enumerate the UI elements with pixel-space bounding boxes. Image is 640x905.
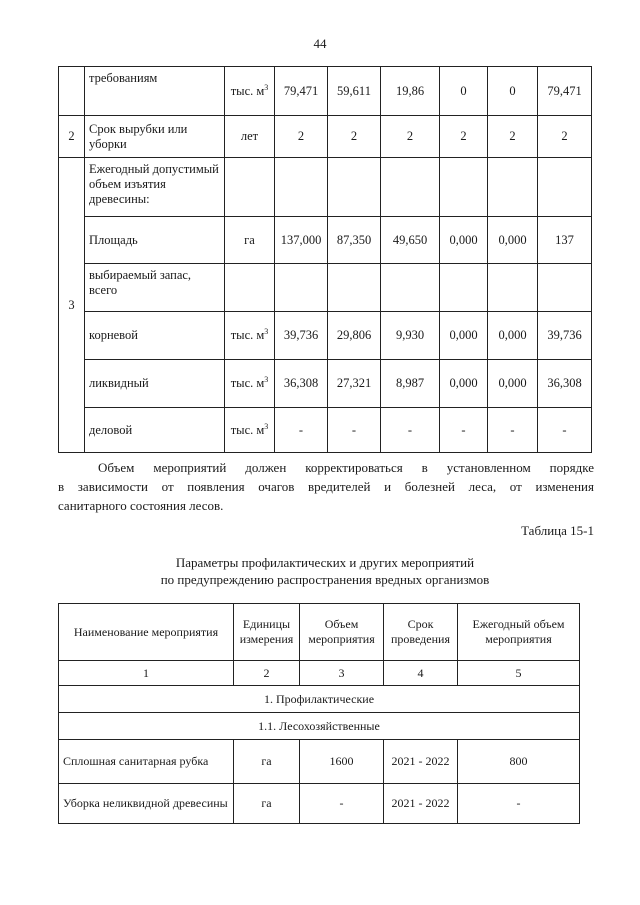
- measure-volume: 1600: [300, 740, 384, 784]
- table-row: [59, 408, 592, 453]
- unit-sup: 3: [264, 327, 269, 337]
- paragraph-line: в зависимости от появления очагов вредителей и болезней леса, от изменения: [58, 479, 594, 494]
- col-number: 3: [300, 661, 384, 686]
- cell: [328, 158, 381, 217]
- row-name: Площадь: [85, 217, 225, 264]
- cell: 36,308: [538, 360, 592, 408]
- cell: 49,650: [381, 217, 440, 264]
- group-number: 3: [59, 158, 85, 453]
- header-cell: Ежегодный объем мероприятия: [458, 604, 580, 661]
- cell: 0,000: [488, 312, 538, 360]
- row-name: ликвидный: [85, 360, 225, 408]
- row-name: корневой: [85, 312, 225, 360]
- row-unit: [225, 312, 275, 360]
- cell: [488, 264, 538, 312]
- cell: 39,736: [538, 312, 592, 360]
- cell: 27,321: [328, 360, 381, 408]
- table-row: [59, 264, 592, 312]
- cell: 2: [328, 116, 381, 158]
- measure-name: Сплошная санитарная рубка: [59, 740, 234, 784]
- section-row: [59, 686, 580, 713]
- row-number: 2: [59, 116, 85, 158]
- table-row: [59, 217, 592, 264]
- cell: [381, 158, 440, 217]
- col-number: 4: [384, 661, 458, 686]
- paragraph-line: санитарного состояния лесов.: [58, 498, 224, 513]
- cell: 2: [440, 116, 488, 158]
- header-cell: Единицы измерения: [234, 604, 300, 661]
- header-cell: Наименование мероприятия: [59, 604, 234, 661]
- cell: [275, 158, 328, 217]
- cell: [440, 264, 488, 312]
- cell: [538, 158, 592, 217]
- row-number: [59, 67, 85, 116]
- cell: 36,308: [275, 360, 328, 408]
- table-title-line: по предупреждению распространения вредных организмов: [160, 572, 490, 587]
- row-unit: га: [225, 217, 275, 264]
- measure-unit: га: [234, 740, 300, 784]
- table-row: [59, 784, 580, 824]
- cell: 9,930: [381, 312, 440, 360]
- measure-term: 2021 - 2022: [384, 784, 458, 824]
- unit-text: тыс. м: [230, 376, 265, 391]
- cell: 19,86: [381, 67, 440, 116]
- col-number: 1: [59, 661, 234, 686]
- measure-term: 2021 - 2022: [384, 740, 458, 784]
- cell: [538, 264, 592, 312]
- forest-volume-table: [58, 66, 592, 453]
- measure-unit: га: [234, 784, 300, 824]
- cell: -: [538, 408, 592, 453]
- column-number-row: [59, 661, 580, 686]
- cell: [440, 158, 488, 217]
- cell: 0,000: [488, 217, 538, 264]
- paragraph-line: Объем мероприятий должен корректироваться в установленном порядке: [98, 460, 594, 475]
- body-paragraph: [58, 458, 594, 515]
- measure-volume: -: [300, 784, 384, 824]
- cell: 0,000: [440, 217, 488, 264]
- unit-sup: 3: [264, 421, 269, 431]
- measure-name: Уборка неликвидной древесины: [59, 784, 234, 824]
- row-unit: [225, 360, 275, 408]
- cell: [328, 264, 381, 312]
- col-number: 2: [234, 661, 300, 686]
- cell: 0: [440, 67, 488, 116]
- cell: -: [381, 408, 440, 453]
- cell: 8,987: [381, 360, 440, 408]
- unit-text: тыс. м: [230, 84, 265, 99]
- cell: -: [275, 408, 328, 453]
- unit-text: тыс. м: [230, 423, 265, 438]
- subsection-title: 1.1. Лесохозяйственные: [59, 713, 580, 740]
- table-row: [59, 116, 592, 158]
- col-number: 5: [458, 661, 580, 686]
- row-unit: [225, 264, 275, 312]
- page-number: 44: [313, 36, 327, 51]
- table-row: [59, 740, 580, 784]
- measure-annual: -: [458, 784, 580, 824]
- cell: 29,806: [328, 312, 381, 360]
- table-row: [59, 67, 592, 116]
- header-cell: Объем мероприятия: [300, 604, 384, 661]
- row-unit: [225, 67, 275, 116]
- cell: -: [488, 408, 538, 453]
- cell: 2: [538, 116, 592, 158]
- section-title: 1. Профилактические: [59, 686, 580, 713]
- cell: 39,736: [275, 312, 328, 360]
- cell: -: [440, 408, 488, 453]
- table-row: [59, 312, 592, 360]
- header-cell: Срок проведения: [384, 604, 458, 661]
- unit-sup: 3: [264, 82, 269, 92]
- cell: 137,000: [275, 217, 328, 264]
- cell: 87,350: [328, 217, 381, 264]
- cell: [381, 264, 440, 312]
- row-name: Срок вырубки или уборки: [85, 116, 225, 158]
- unit-text: тыс. м: [230, 328, 265, 343]
- cell: [275, 264, 328, 312]
- cell: -: [328, 408, 381, 453]
- row-unit: лет: [225, 116, 275, 158]
- cell: 79,471: [275, 67, 328, 116]
- section-row: [59, 713, 580, 740]
- table-number: Таблица 15-1: [521, 523, 594, 538]
- cell: 137: [538, 217, 592, 264]
- cell: 2: [275, 116, 328, 158]
- table-header-row: [59, 604, 580, 661]
- unit-sup: 3: [264, 375, 269, 385]
- measure-annual: 800: [458, 740, 580, 784]
- table-row: [59, 360, 592, 408]
- table-row: [59, 158, 592, 217]
- table-title-line: Параметры профилактических и других мероприятий: [175, 555, 475, 570]
- row-name: деловой: [85, 408, 225, 453]
- table-title: [0, 554, 640, 588]
- row-name: Ежегодный допустимый объем изъятия древесины:: [85, 158, 225, 217]
- cell: 0: [488, 67, 538, 116]
- row-unit: [225, 158, 275, 217]
- row-name: требованиям: [85, 67, 225, 116]
- cell: 79,471: [538, 67, 592, 116]
- cell: 0,000: [488, 360, 538, 408]
- cell: 2: [488, 116, 538, 158]
- measures-table: [58, 603, 580, 824]
- cell: [488, 158, 538, 217]
- row-unit: [225, 408, 275, 453]
- cell: 0,000: [440, 312, 488, 360]
- cell: 2: [381, 116, 440, 158]
- cell: 59,611: [328, 67, 381, 116]
- row-name: выбираемый запас, всего: [85, 264, 225, 312]
- cell: 0,000: [440, 360, 488, 408]
